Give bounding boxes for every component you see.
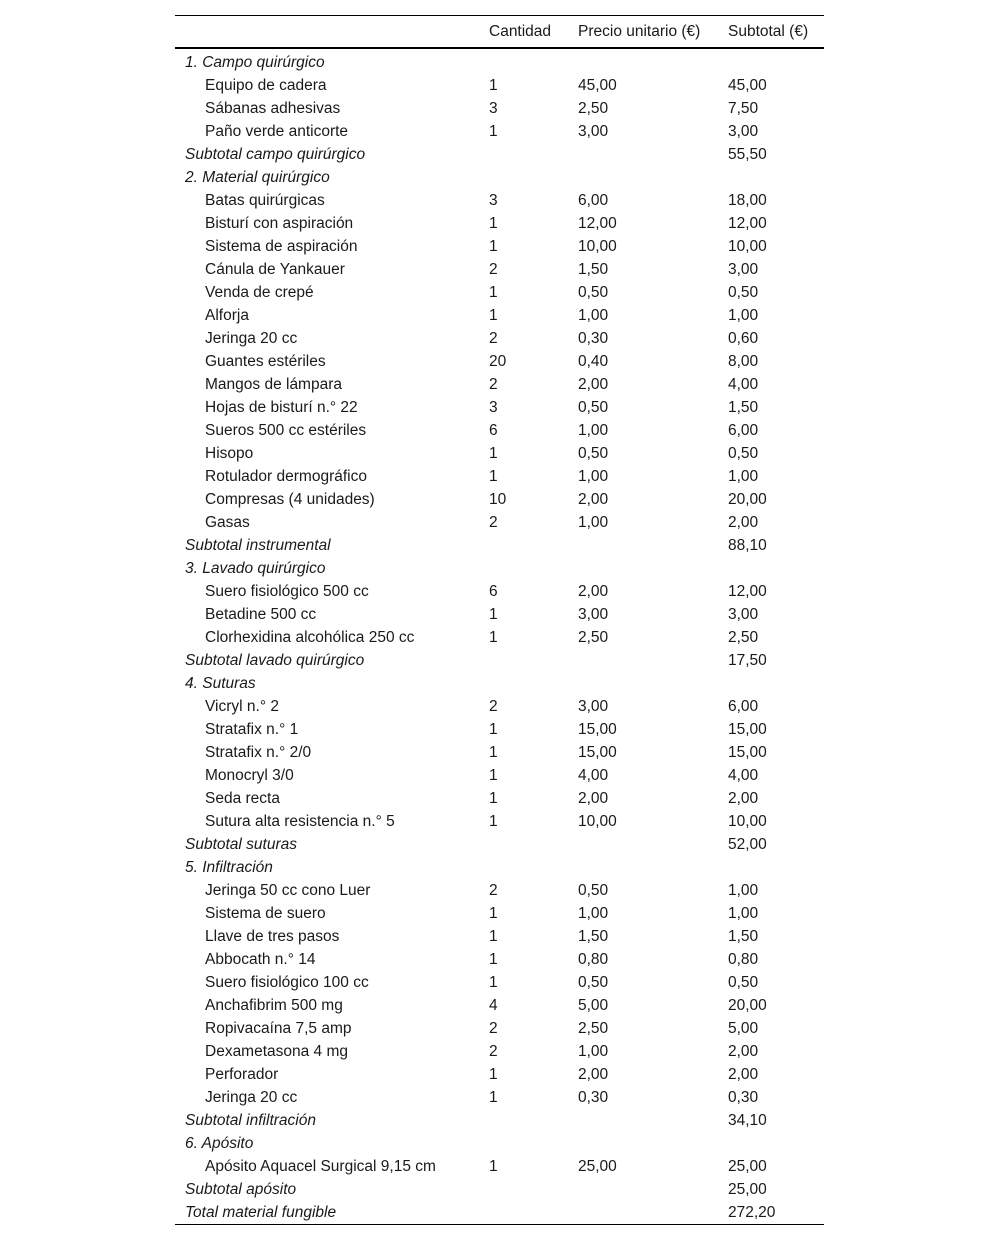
item-subtotal: 20,00 — [728, 997, 767, 1014]
table-row — [175, 488, 824, 511]
item-unit-price: 25,00 — [578, 1158, 617, 1175]
empty-cell — [489, 1201, 578, 1225]
item-quantity: 1 — [489, 721, 498, 738]
item-unit-price: 6,00 — [578, 192, 609, 209]
table-row — [175, 787, 824, 810]
item-unit-price: 1,00 — [578, 307, 609, 324]
item-unit-price: 0,50 — [578, 974, 609, 991]
item-name: Bisturí con aspiración — [205, 215, 354, 232]
section-title: 6. Apósito — [185, 1135, 254, 1152]
subtotal-label: Subtotal lavado quirúrgico — [185, 652, 365, 669]
table-row — [175, 718, 824, 741]
empty-cell — [578, 856, 728, 879]
item-unit-price: 2,50 — [578, 629, 609, 646]
subtotal-label: Subtotal infiltración — [185, 1112, 316, 1129]
empty-cell — [728, 856, 824, 879]
table-row — [175, 1155, 824, 1178]
table-row — [175, 281, 824, 304]
item-quantity: 6 — [489, 422, 498, 439]
item-subtotal: 25,00 — [728, 1158, 767, 1175]
item-name: Seda recta — [205, 790, 280, 807]
table-row — [175, 580, 824, 603]
empty-cell — [489, 856, 578, 879]
item-name: Suero fisiológico 500 cc — [205, 583, 369, 600]
empty-cell — [489, 672, 578, 695]
table-header — [175, 16, 824, 49]
total-value: 272,20 — [728, 1204, 776, 1221]
table-row — [175, 258, 824, 281]
empty-cell — [728, 166, 824, 189]
table-row — [175, 879, 824, 902]
subtotal-label: Subtotal suturas — [185, 836, 298, 853]
section-title: 1. Campo quirúrgico — [185, 54, 325, 71]
empty-cell — [578, 557, 728, 580]
subtotal-row — [175, 534, 824, 557]
item-name: Rotulador dermográfico — [205, 468, 367, 485]
table-row — [175, 741, 824, 764]
section-row — [175, 48, 824, 74]
item-subtotal: 15,00 — [728, 721, 767, 738]
item-unit-price: 45,00 — [578, 77, 617, 94]
table-row — [175, 1063, 824, 1086]
item-quantity: 2 — [489, 1020, 498, 1037]
item-unit-price: 0,40 — [578, 353, 609, 370]
cost-table-container — [175, 15, 824, 1225]
empty-cell — [578, 48, 728, 74]
section-row — [175, 166, 824, 189]
item-name: Jeringa 50 cc cono Luer — [205, 882, 371, 899]
item-subtotal: 7,50 — [728, 100, 759, 117]
item-unit-price: 0,50 — [578, 399, 609, 416]
empty-cell — [578, 1132, 728, 1155]
item-subtotal: 10,00 — [728, 813, 767, 830]
item-quantity: 1 — [489, 629, 498, 646]
subtotal-row — [175, 1109, 824, 1132]
item-subtotal: 2,00 — [728, 514, 759, 531]
item-name: Vicryl n.° 2 — [205, 698, 279, 715]
table-row — [175, 1086, 824, 1109]
item-subtotal: 10,00 — [728, 238, 767, 255]
item-name: Anchafibrim 500 mg — [205, 997, 343, 1014]
subtotal-value: 25,00 — [728, 1181, 767, 1198]
item-name: Hisopo — [205, 445, 254, 462]
item-subtotal: 1,50 — [728, 928, 759, 945]
item-quantity: 20 — [489, 353, 507, 370]
table-row — [175, 120, 824, 143]
item-quantity: 1 — [489, 284, 498, 301]
item-subtotal: 4,00 — [728, 376, 759, 393]
subtotal-value: 88,10 — [728, 537, 767, 554]
item-name: Betadine 500 cc — [205, 606, 317, 623]
empty-cell — [578, 166, 728, 189]
empty-cell — [728, 48, 824, 74]
item-name: Paño verde anticorte — [205, 123, 349, 140]
table-row — [175, 948, 824, 971]
table-row — [175, 695, 824, 718]
item-unit-price: 2,00 — [578, 491, 609, 508]
header-subtotal: Subtotal (€) — [728, 22, 809, 40]
section-row — [175, 557, 824, 580]
item-quantity: 2 — [489, 376, 498, 393]
empty-cell — [728, 672, 824, 695]
item-unit-price: 1,00 — [578, 468, 609, 485]
item-unit-price: 5,00 — [578, 997, 609, 1014]
item-subtotal: 3,00 — [728, 606, 759, 623]
item-subtotal: 2,00 — [728, 790, 759, 807]
table-row — [175, 97, 824, 120]
item-name: Llave de tres pasos — [205, 928, 340, 945]
item-unit-price: 12,00 — [578, 215, 617, 232]
item-unit-price: 1,00 — [578, 905, 609, 922]
table-row — [175, 1040, 824, 1063]
table-row — [175, 902, 824, 925]
empty-cell — [489, 48, 578, 74]
item-name: Hojas de bisturí n.° 22 — [205, 399, 358, 416]
item-subtotal: 1,50 — [728, 399, 759, 416]
item-quantity: 1 — [489, 744, 498, 761]
section-title: 5. Infiltración — [185, 859, 273, 876]
item-unit-price: 0,50 — [578, 445, 609, 462]
item-quantity: 2 — [489, 514, 498, 531]
section-row — [175, 1132, 824, 1155]
subtotal-label: Subtotal campo quirúrgico — [185, 146, 366, 163]
item-subtotal: 8,00 — [728, 353, 759, 370]
section-title: 3. Lavado quirúrgico — [185, 560, 326, 577]
item-quantity: 3 — [489, 192, 498, 209]
item-unit-price: 2,00 — [578, 583, 609, 600]
item-subtotal: 15,00 — [728, 744, 767, 761]
total-row — [175, 1201, 824, 1225]
section-title: 2. Material quirúrgico — [185, 169, 330, 186]
item-subtotal: 1,00 — [728, 905, 759, 922]
subtotal-label: Subtotal apósito — [185, 1181, 297, 1198]
subtotal-row — [175, 833, 824, 856]
item-quantity: 1 — [489, 1066, 498, 1083]
item-unit-price: 2,50 — [578, 1020, 609, 1037]
item-subtotal: 0,60 — [728, 330, 759, 347]
item-quantity: 1 — [489, 928, 498, 945]
subtotal-label: Subtotal instrumental — [185, 537, 331, 554]
empty-cell — [489, 649, 578, 672]
item-quantity: 1 — [489, 445, 498, 462]
item-subtotal: 0,50 — [728, 284, 759, 301]
item-quantity: 1 — [489, 905, 498, 922]
table-row — [175, 350, 824, 373]
item-name: Gasas — [205, 514, 250, 531]
item-unit-price: 0,50 — [578, 284, 609, 301]
empty-cell — [489, 166, 578, 189]
item-unit-price: 10,00 — [578, 238, 617, 255]
item-name: Alforja — [205, 307, 249, 324]
item-unit-price: 4,00 — [578, 767, 609, 784]
item-name: Sutura alta resistencia n.° 5 — [205, 813, 395, 830]
item-name: Compresas (4 unidades) — [205, 491, 375, 508]
empty-cell — [489, 1109, 578, 1132]
item-quantity: 1 — [489, 951, 498, 968]
subtotal-value: 55,50 — [728, 146, 767, 163]
item-unit-price: 2,50 — [578, 100, 609, 117]
item-name: Stratafix n.° 2/0 — [205, 744, 312, 761]
item-unit-price: 2,00 — [578, 1066, 609, 1083]
item-name: Monocryl 3/0 — [205, 767, 294, 784]
item-name: Jeringa 20 cc — [205, 330, 298, 347]
item-quantity: 1 — [489, 468, 498, 485]
item-unit-price: 0,50 — [578, 882, 609, 899]
item-quantity: 1 — [489, 813, 498, 830]
item-quantity: 2 — [489, 882, 498, 899]
item-subtotal: 1,00 — [728, 307, 759, 324]
item-subtotal: 12,00 — [728, 583, 767, 600]
empty-cell — [578, 1178, 728, 1201]
item-name: Suero fisiológico 100 cc — [205, 974, 369, 991]
item-name: Mangos de lámpara — [205, 376, 342, 393]
item-subtotal: 20,00 — [728, 491, 767, 508]
item-unit-price: 3,00 — [578, 698, 609, 715]
table-row — [175, 396, 824, 419]
table-row — [175, 74, 824, 97]
item-unit-price: 3,00 — [578, 123, 609, 140]
table-row — [175, 189, 824, 212]
subtotal-value: 17,50 — [728, 652, 767, 669]
empty-cell — [578, 143, 728, 166]
item-unit-price: 1,00 — [578, 422, 609, 439]
section-title: 4. Suturas — [185, 675, 256, 692]
item-quantity: 1 — [489, 215, 498, 232]
item-quantity: 1 — [489, 1089, 498, 1106]
table-row — [175, 327, 824, 350]
item-quantity: 2 — [489, 330, 498, 347]
item-name: Sistema de aspiración — [205, 238, 358, 255]
item-unit-price: 0,30 — [578, 1089, 609, 1106]
item-quantity: 1 — [489, 123, 498, 140]
empty-cell — [578, 534, 728, 557]
item-quantity: 10 — [489, 491, 507, 508]
item-quantity: 2 — [489, 261, 498, 278]
item-name: Batas quirúrgicas — [205, 192, 325, 209]
item-quantity: 1 — [489, 238, 498, 255]
item-quantity: 3 — [489, 399, 498, 416]
table-row — [175, 304, 824, 327]
item-subtotal: 0,30 — [728, 1089, 759, 1106]
table-row — [175, 764, 824, 787]
item-subtotal: 0,50 — [728, 445, 759, 462]
item-quantity: 1 — [489, 974, 498, 991]
item-name: Clorhexidina alcohólica 250 cc — [205, 629, 415, 646]
section-row — [175, 672, 824, 695]
table-row — [175, 994, 824, 1017]
item-subtotal: 3,00 — [728, 123, 759, 140]
item-name: Sueros 500 cc estériles — [205, 422, 367, 439]
item-quantity: 4 — [489, 997, 498, 1014]
item-quantity: 3 — [489, 100, 498, 117]
item-subtotal: 2,50 — [728, 629, 759, 646]
item-name: Equipo de cadera — [205, 77, 327, 94]
item-quantity: 2 — [489, 698, 498, 715]
empty-cell — [489, 534, 578, 557]
item-name: Perforador — [205, 1066, 279, 1083]
item-name: Dexametasona 4 mg — [205, 1043, 349, 1060]
table-row — [175, 212, 824, 235]
table-row — [175, 603, 824, 626]
item-subtotal: 6,00 — [728, 698, 759, 715]
item-subtotal: 4,00 — [728, 767, 759, 784]
table-row — [175, 1017, 824, 1040]
item-quantity: 1 — [489, 1158, 498, 1175]
item-subtotal: 0,80 — [728, 951, 759, 968]
item-quantity: 1 — [489, 606, 498, 623]
table-row — [175, 971, 824, 994]
item-quantity: 1 — [489, 307, 498, 324]
empty-cell — [578, 672, 728, 695]
item-subtotal: 2,00 — [728, 1066, 759, 1083]
header-quantity: Cantidad — [489, 22, 552, 40]
item-unit-price: 2,00 — [578, 790, 609, 807]
table-row — [175, 810, 824, 833]
empty-cell — [578, 833, 728, 856]
item-quantity: 6 — [489, 583, 498, 600]
item-name: Stratafix n.° 1 — [205, 721, 299, 738]
empty-cell — [578, 1201, 728, 1225]
subtotal-row — [175, 143, 824, 166]
empty-cell — [489, 1178, 578, 1201]
item-name: Jeringa 20 cc — [205, 1089, 298, 1106]
empty-cell — [489, 143, 578, 166]
item-subtotal: 12,00 — [728, 215, 767, 232]
empty-cell — [489, 557, 578, 580]
section-row — [175, 856, 824, 879]
item-unit-price: 10,00 — [578, 813, 617, 830]
item-name: Venda de crepé — [205, 284, 314, 301]
item-quantity: 2 — [489, 1043, 498, 1060]
item-unit-price: 15,00 — [578, 721, 617, 738]
item-unit-price: 0,30 — [578, 330, 609, 347]
item-unit-price: 15,00 — [578, 744, 617, 761]
header-name — [175, 16, 489, 49]
item-subtotal: 6,00 — [728, 422, 759, 439]
subtotal-value: 52,00 — [728, 836, 767, 853]
item-unit-price: 1,00 — [578, 514, 609, 531]
item-name: Ropivacaína 7,5 amp — [205, 1020, 352, 1037]
item-subtotal: 1,00 — [728, 468, 759, 485]
item-unit-price: 0,80 — [578, 951, 609, 968]
item-quantity: 1 — [489, 767, 498, 784]
empty-cell — [578, 649, 728, 672]
item-subtotal: 1,00 — [728, 882, 759, 899]
table-row — [175, 373, 824, 396]
item-subtotal: 18,00 — [728, 192, 767, 209]
subtotal-value: 34,10 — [728, 1112, 767, 1129]
item-unit-price: 3,00 — [578, 606, 609, 623]
table-row — [175, 442, 824, 465]
item-name: Cánula de Yankauer — [205, 261, 345, 278]
cost-table — [175, 15, 824, 1225]
empty-cell — [578, 1109, 728, 1132]
item-unit-price: 1,00 — [578, 1043, 609, 1060]
header-unit-price: Precio unitario (€) — [578, 22, 701, 40]
header-row — [175, 16, 824, 49]
item-name: Guantes estériles — [205, 353, 326, 370]
item-name: Apósito Aquacel Surgical 9,15 cm — [205, 1158, 436, 1175]
item-name: Sistema de suero — [205, 905, 326, 922]
table-row — [175, 419, 824, 442]
empty-cell — [728, 557, 824, 580]
total-label: Total material fungible — [185, 1204, 337, 1221]
item-unit-price: 1,50 — [578, 928, 609, 945]
subtotal-row — [175, 1178, 824, 1201]
item-subtotal: 0,50 — [728, 974, 759, 991]
subtotal-row — [175, 649, 824, 672]
table-row — [175, 465, 824, 488]
table-row — [175, 511, 824, 534]
table-row — [175, 925, 824, 948]
item-subtotal: 45,00 — [728, 77, 767, 94]
item-unit-price: 2,00 — [578, 376, 609, 393]
item-name: Sábanas adhesivas — [205, 100, 341, 117]
table-row — [175, 626, 824, 649]
item-unit-price: 1,50 — [578, 261, 609, 278]
item-subtotal: 5,00 — [728, 1020, 759, 1037]
item-subtotal: 3,00 — [728, 261, 759, 278]
item-name: Abbocath n.° 14 — [205, 951, 316, 968]
empty-cell — [489, 833, 578, 856]
empty-cell — [728, 1132, 824, 1155]
item-quantity: 1 — [489, 790, 498, 807]
table-row — [175, 235, 824, 258]
empty-cell — [489, 1132, 578, 1155]
item-subtotal: 2,00 — [728, 1043, 759, 1060]
table-body — [175, 48, 824, 1225]
item-quantity: 1 — [489, 77, 498, 94]
